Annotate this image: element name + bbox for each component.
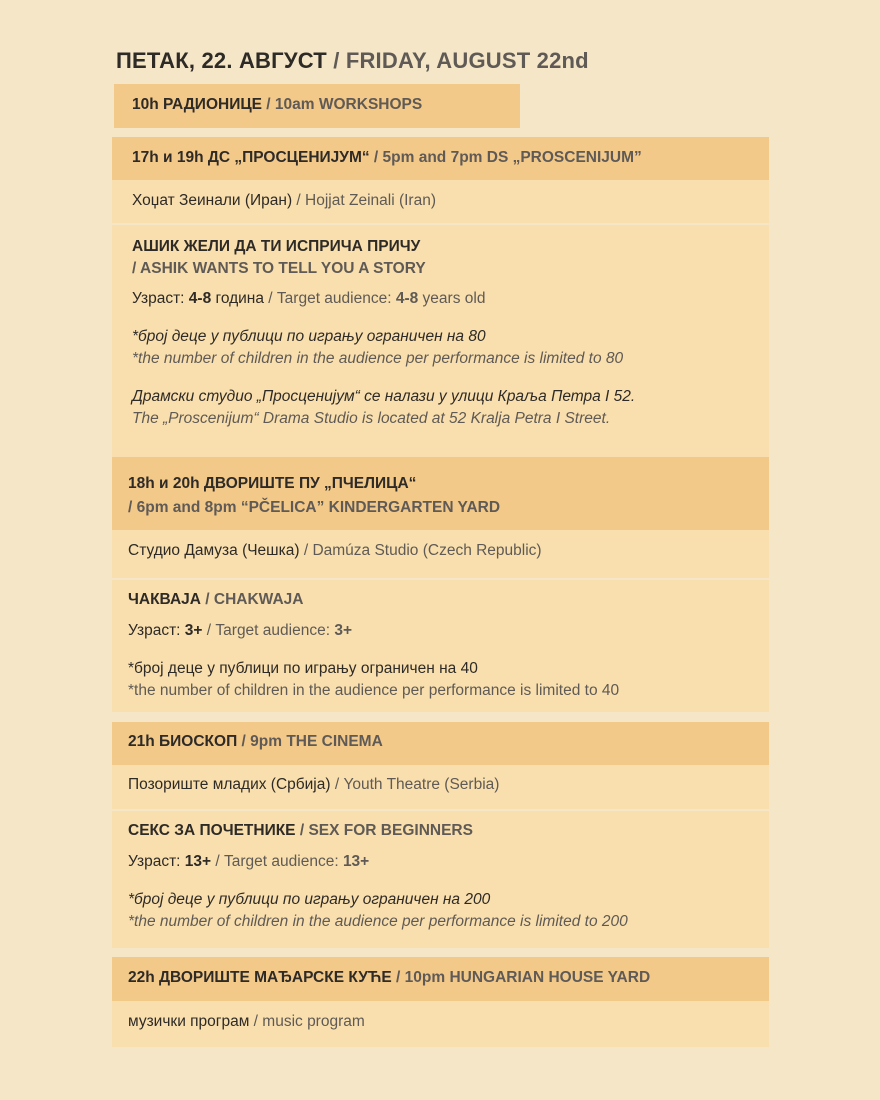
event1-show-sr: АШИК ЖЕЛИ ДА ТИ ИСПРИЧА ПРИЧУ [132,238,421,255]
event3-company-separator: / [330,776,344,793]
event3-age-sr-value: 13+ [184,853,212,870]
workshops-header [114,84,520,128]
event3-show-separator: / [295,822,309,839]
event2-show-separator: / [200,591,214,608]
workshops-en: 10am WORKSHOPS [274,96,423,113]
event2-body [112,530,769,712]
event2-show-sr: ЧАКВАЈА [128,591,201,608]
event2-company-separator: / [299,542,313,559]
event4-header-en: 10pm HUNGARIAN HOUSE YARD [404,969,651,986]
event1-age-sr-value: 4-8 [188,290,212,307]
event3-body [112,765,769,948]
event2-age-separator: / [202,622,216,639]
event3-show-sr: СЕКС ЗА ПОЧЕТНИКЕ [128,822,296,839]
event4-program [112,1001,769,1047]
event1-show-en: / ASHIK WANTS TO TELL YOU A STORY [132,260,426,277]
event1-limit-sr: *број деце у публици по игрању ограничен на 80 [132,328,486,345]
event4-program-en: music program [262,1013,365,1030]
event4-program-sr: музички програм [128,1013,250,1030]
event3-limit-sr: *број деце у публици по игрању ограничен на 200 [128,891,491,908]
event3-show [128,820,769,842]
event2-limit-en: *the number of children in the audience per performance is limited to 40 [128,682,620,699]
event2-show-en: CHAKWAJA [213,591,304,608]
event1-age-separator: / [264,290,277,307]
event4-header-separator: / [391,969,405,986]
event4-header [112,957,769,1001]
event3-header-en: 9pm THE CINEMA [250,733,383,750]
title-en: FRIDAY, AUGUST 22nd [345,48,589,73]
event3-age-en-value: 13+ [342,853,370,870]
event-pcelica [112,457,769,712]
event3-show-en: SEX FOR BEGINNERS [308,822,473,839]
page-title [116,48,589,74]
event1-age-sr-suffix: година [211,290,264,307]
event1-header [112,137,769,180]
event2-company-sr: Студио Дамуза (Чешка) [128,542,300,559]
event1-header-separator: / [369,149,383,166]
event2-company [112,530,769,578]
event1-company-sr: Хоџат Зеинали (Иран) [132,192,293,209]
event1-company [112,180,769,223]
event1-limit-en: *the number of children in the audience per performance is limited to 80 [132,350,624,367]
event1-location-sr: Драмски студио „Просценијум“ се налази у улици Краља Петра I 52. [132,388,636,405]
event1-company-separator: / [292,192,306,209]
event2-age-sr-value: 3+ [184,622,203,639]
title-separator: / [326,48,346,73]
workshops-sr: 10h РАДИОНИЦЕ [132,96,262,113]
event2-company-en: Damúza Studio (Czech Republic) [312,542,542,559]
event4-header-sr: 22h ДВОРИШТЕ МАЂАРСКЕ КУЋЕ [128,969,392,986]
event2-age [128,620,769,642]
title-sr: ПЕТАК, 22. АВГУСТ [116,48,327,73]
event2-header-sr: 18h и 20h ДВОРИШТЕ ПУ „ПЧЕЛИЦА“ [128,475,417,492]
event1-body [112,180,769,490]
event1-header-en: 5pm and 7pm DS „PROSCENIJUM” [382,149,642,166]
event1-header-sr: 17h и 19h ДС „ПРОСЦЕНИЈУМ“ [132,149,370,166]
event3-age-en-label: Target audience: [224,853,343,870]
event3-limit-en: *the number of children in the audience per performance is limited to 200 [128,913,628,930]
event3-company [112,765,769,809]
event3-header [112,722,769,765]
event2-limit-sr: *број деце у публици по игрању ограничен на 40 [128,660,478,677]
event1-age-en-label: Target audience: [276,290,396,307]
event3-age-separator: / [211,853,225,870]
event1-age-sr-label: Узраст: [132,290,189,307]
event1-age [132,288,769,310]
event2-show [128,589,769,611]
event2-age-sr-label: Узраст: [128,622,185,639]
event-proscenijum [112,137,769,490]
event3-age-sr-label: Узраст: [128,853,185,870]
event2-age-en-label: Target audience: [215,622,335,639]
event3-company-en: Youth Theatre (Serbia) [343,776,500,793]
event2-age-en-value: 3+ [334,622,353,639]
event-cinema [112,722,769,948]
event3-details [112,809,769,948]
event4-program-separator: / [249,1013,263,1030]
event-hungarian-house [112,957,769,1047]
event2-header [112,457,769,530]
event3-age [128,851,769,873]
event4-body [112,1001,769,1047]
event2-header-en: / 6pm and 8pm “PČELICA” KINDERGARTEN YARD [128,499,501,516]
event2-details [112,578,769,712]
workshops-separator: / [262,96,275,113]
event3-company-sr: Позориште младих (Србија) [128,776,331,793]
event1-details [112,223,769,490]
event1-company-en: Hojjat Zeinali (Iran) [305,192,436,209]
event3-header-sr: 21h БИОСКОП [128,733,238,750]
event1-age-en-value: 4-8 [395,290,419,307]
event3-header-separator: / [237,733,251,750]
event1-location-en: The „Proscenijum“ Drama Studio is located at 52 Kralja Petra I Street. [132,410,611,427]
event1-age-en-suffix: years old [418,290,486,307]
